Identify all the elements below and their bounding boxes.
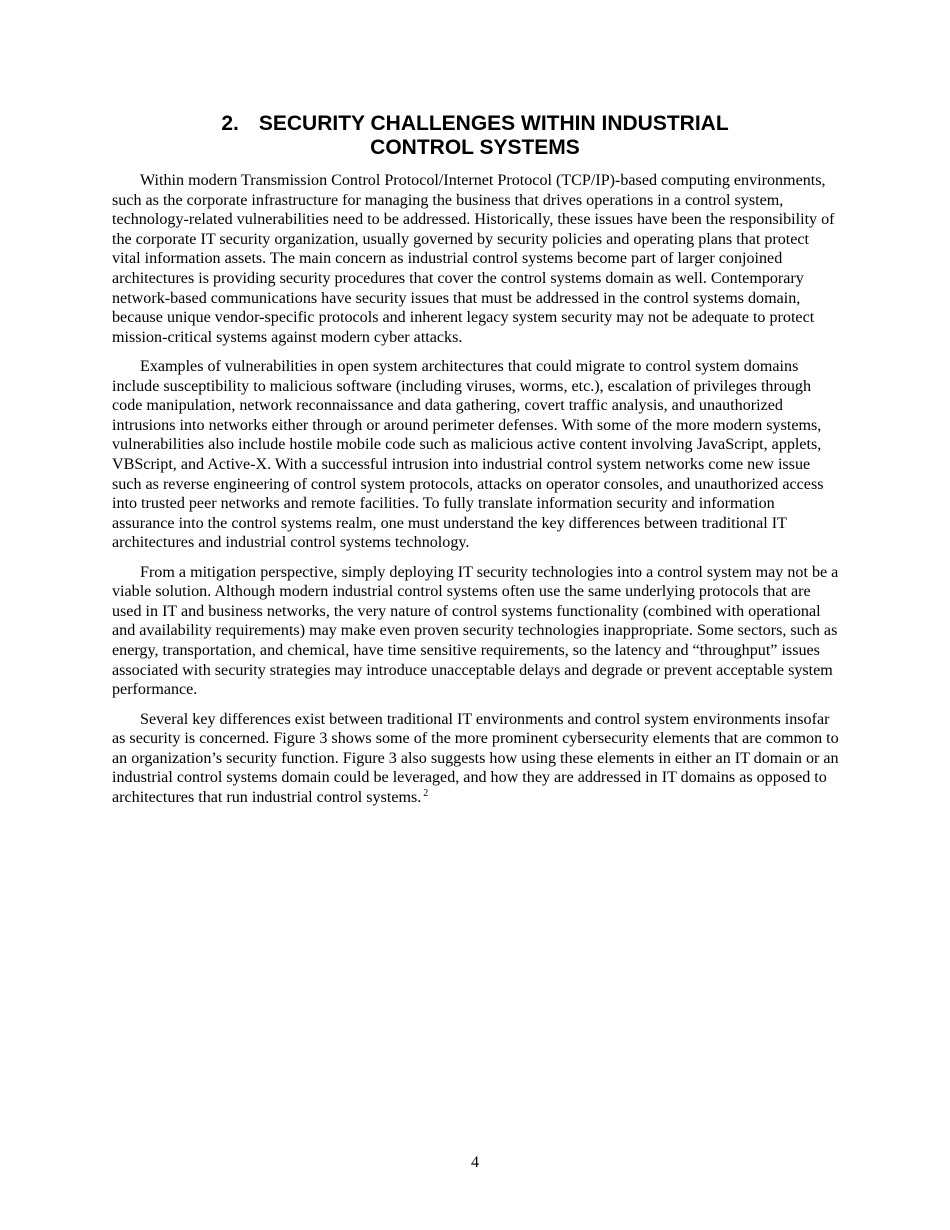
- paragraph-4-text: Several key differences exist between traditional IT environments and control system environments insofar as security is concerned. Figure 3 shows some of the more prominent cybersecurity elements that are common to an organization’s security function. Figure 3 also suggests how using these elements in either an IT domain or an industrial control systems domain could be leveraged, and how they are addressed in IT domains as opposed to architectures that run industrial control systems.: [112, 710, 839, 806]
- page-number: 4: [471, 1154, 479, 1171]
- paragraph-1: Within modern Transmission Control Protocol/Internet Protocol (TCP/IP)-based computing environments, such as the corporate infrastructure for managing the business that drives operations in a control system, technology-related vulnerabilities need to be addressed. Historically, these issues have been the responsibility of the corporate IT security organization, usually governed by security policies and operating plans that protect vital information assets. The main concern as industrial control systems become part of larger conjoined architectures is providing security procedures that cover the control systems domain as well. Contemporary network-based communications have security issues that must be addressed in the control systems domain, because unique vendor-specific protocols and inherent legacy system security may not be adequate to protect mission-critical systems against modern cyber attacks.: [112, 172, 835, 346]
- body-text: [112, 171, 840, 817]
- section-number: 2.: [221, 112, 239, 135]
- footnote-reference[interactable]: 2: [423, 787, 429, 799]
- section-title-line2: CONTROL SYSTEMS: [370, 136, 580, 159]
- section-title-line1: SECURITY CHALLENGES WITHIN INDUSTRIAL: [258, 112, 729, 135]
- paragraph-3: From a mitigation perspective, simply deploying IT security technologies into a control system may not be a viable solution. Although modern industrial control systems often use the same underlying protocols that are used in IT and business networks, the very nature of control systems functionality (combined with operational and availability requirements) may make even proven security technologies inappropriate. Some sectors, such as energy, transportation, and chemical, have time sensitive requirements, so the latency and “throughput” issues associated with security strategies may introduce unacceptable delays and degrade or prevent acceptable system performance.: [112, 563, 839, 699]
- paragraph-2: Examples of vulnerabilities in open system architectures that could migrate to control system domains include susceptibility to malicious software (including viruses, worms, etc.), escalation of privileges through code manipulation, network reconnaissance and data gathering, covert traffic analysis, and unauthorized intrusions into networks either through or around perimeter defenses. With some of the more modern systems, vulnerabilities also include hostile mobile code such as malicious active content involving JavaScript, applets, VBScript, and Active-X. With a successful intrusion into industrial control system networks come new issue such as reverse engineering of control system protocols, attacks on operator consoles, and unauthorized access into trusted peer networks and remote facilities. To fully translate information security and information assurance into the control systems realm, one must understand the key differences between traditional IT architectures and industrial control systems technology.: [112, 358, 824, 552]
- section-heading: [112, 112, 838, 160]
- paragraph-4: [112, 710, 840, 808]
